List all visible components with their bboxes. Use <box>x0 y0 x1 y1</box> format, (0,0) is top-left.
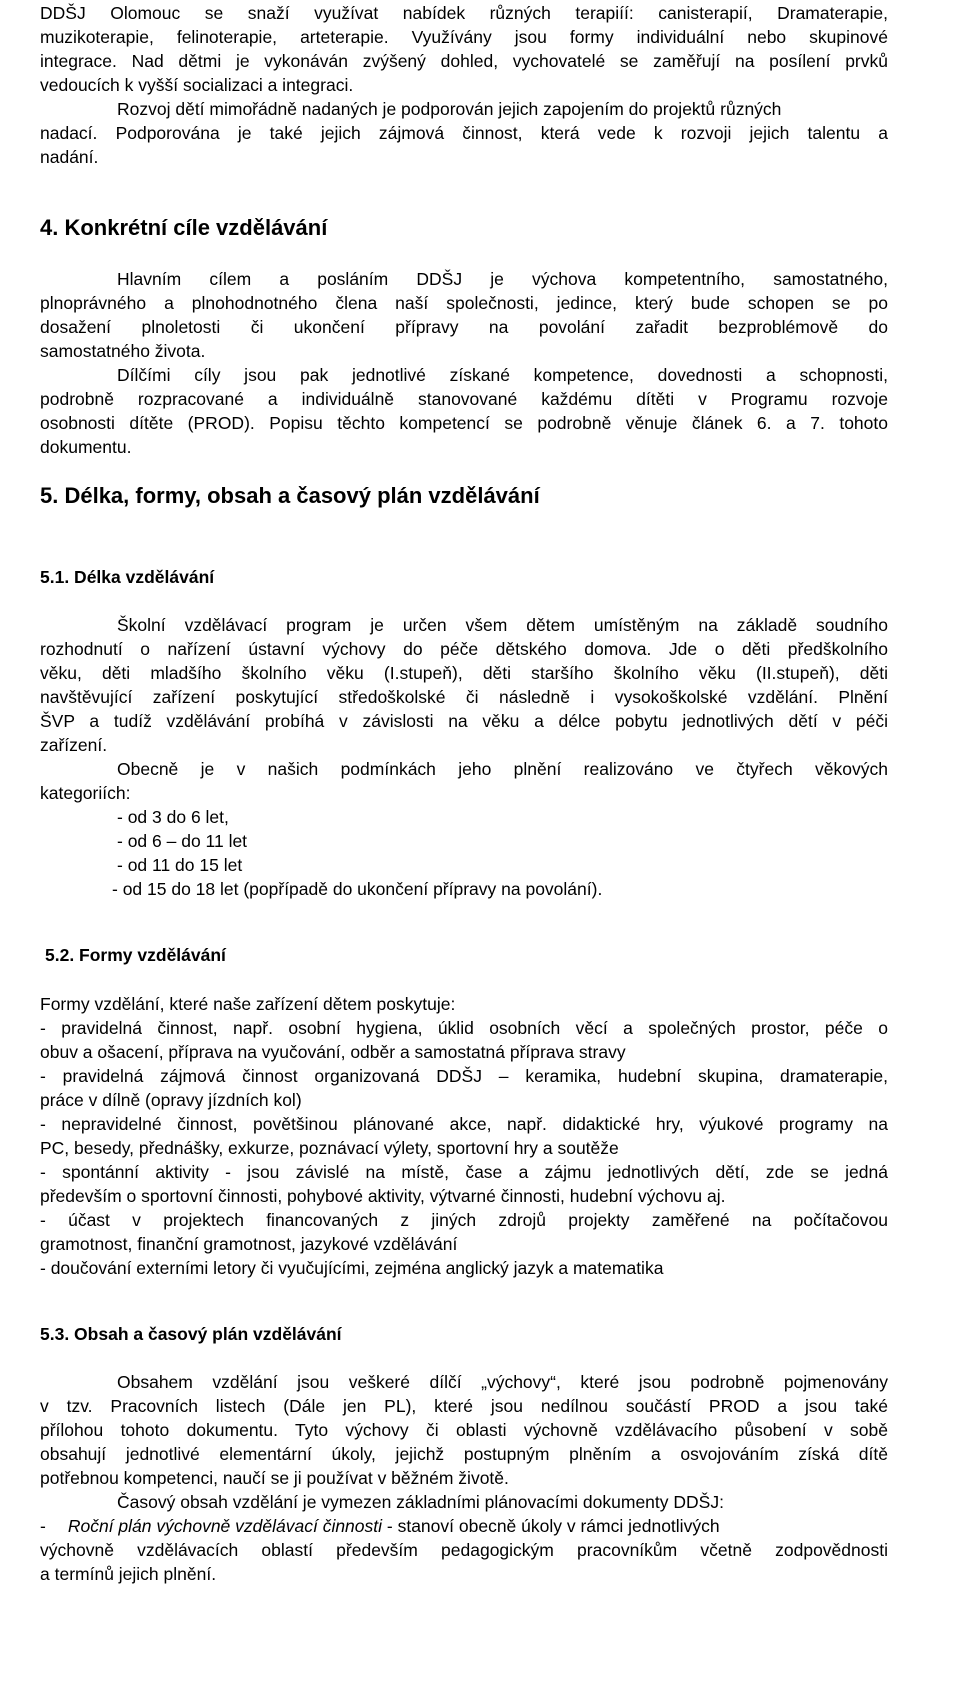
text-line: Obecně je v našich podmínkách jeho plnění realizováno ve čtyřech věkových <box>117 759 888 779</box>
list-item: - od 15 do 18 let (popřípadě do ukončení přípravy na povolání). <box>112 879 603 899</box>
text-line: dosažení plnoletosti či ukončení přípravy na povolání zařadit bezproblémově do <box>40 317 888 337</box>
text-line: nadací. Podporována je také jejich zájmová činnost, která vede k rozvoji jejich talentu a <box>40 123 888 143</box>
text-line: navštěvující zařízení poskytující středoškolské či následně i vysokoškolské vzdělání. Plnění <box>40 687 888 707</box>
text-line: - nepravidelné činnost, povětšinou plánované akce, např. didaktické hry, výukové programy na <box>40 1114 888 1134</box>
text-line: muzikoterapie, felinoterapie, arteterapie. Využívány jsou formy individuální nebo skupinové <box>40 27 888 47</box>
text-line: Hlavním cílem a posláním DDŠJ je výchova kompetentního, samostatného, <box>117 269 888 289</box>
plan-item-dash: - <box>40 1516 46 1536</box>
text-line: Časový obsah vzdělání je vymezen základními plánovacími dokumenty DDŠJ: <box>117 1492 724 1512</box>
text-line: - pravidelná zájmová činnost organizovaná DDŠJ – keramika, hudební skupina, dramaterapie, <box>40 1066 888 1086</box>
text-line: - doučování externími letory či vyučujícími, zejména anglický jazyk a matematika <box>40 1258 664 1278</box>
text-line: vedoucích k vyšší socializaci a integraci. <box>40 75 354 95</box>
list-item: - od 11 do 15 let <box>117 855 243 875</box>
text-line: zařízení. <box>40 735 108 755</box>
text-line: Obsahem vzdělání jsou veškeré dílčí „výchovy“, které jsou podrobně pojmenovány <box>117 1372 888 1392</box>
text-line: plnoprávného a plnohodnotného člena naší společnosti, jedince, který bude schopen se po <box>40 293 888 313</box>
text-line: integrace. Nad dětmi je vykonáván zvýšený dohled, vychovatelé se zaměřují na posílení prvků <box>40 51 888 71</box>
text-line: rozhodnutí o nařízení ústavní výchovy do péče dětského domova. Jde o děti předškolního <box>40 639 888 659</box>
text-line: přílohou tohoto dokumentu. Tyto výchovy či oblasti výchovně vzdělávacího působení v sobě <box>40 1420 888 1440</box>
text-line: a termínů jejich plnění. <box>40 1564 217 1584</box>
text-line: potřebnou kompetenci, naučí se ji používat v běžném životě. <box>40 1468 509 1488</box>
text-line: Dílčími cíly jsou pak jednotlivé získané kompetence, dovednosti a schopnosti, <box>117 365 888 385</box>
text-line: - účast v projektech financovaných z jiných zdrojů projekty zaměřené na počítačovou <box>40 1210 888 1230</box>
section-heading: 4. Konkrétní cíle vzdělávání <box>40 215 328 240</box>
plan-item-title: Roční plán výchovně vzdělávací činnosti <box>67 1516 383 1536</box>
subsection-heading: 5.1. Délka vzdělávání <box>40 567 215 587</box>
text-line: DDŠJ Olomouc se snaží využívat nabídek různých terapiíí: canisterapií, Dramaterapie, <box>40 3 888 23</box>
text-line: věku, děti mladšího školního věku (I.stupeň), děti staršího školního věku (II.stupeň), děti <box>40 663 888 683</box>
text-line: Formy vzdělání, které naše zařízení dětem poskytuje: <box>40 994 456 1014</box>
text-line: samostatného života. <box>40 341 206 361</box>
text-line: podrobně rozpracované a individuálně stanovované každému dítěti v Programu rozvoje <box>40 389 888 409</box>
section-heading: 5. Délka, formy, obsah a časový plán vzdělávání <box>40 483 540 508</box>
text-line: dokumentu. <box>40 437 132 457</box>
text-line: Rozvoj dětí mimořádně nadaných je podporován jejich zapojením do projektů různých <box>117 99 782 119</box>
text-line: obsahují jednotlivé elementární úkoly, jejichž postupným plněním a osvojováním získá dítě <box>40 1444 888 1464</box>
text-line: gramotnost, finanční gramotnost, jazykové vzdělávání <box>40 1234 458 1254</box>
text-line: kategoriích: <box>40 783 131 803</box>
text-line: ŠVP a tudíž vzdělávání probíhá v závislosti na věku a délce pobytu jednotlivých dětí v péči <box>40 711 888 731</box>
text-line: osobnosti dítěte (PROD). Popisu těchto kompetencí se podrobně věnuje článek 6. a 7. tohoto <box>40 413 888 433</box>
text-line: - pravidelná činnost, např. osobní hygiena, úklid osobních věcí a společných prostor, péče o <box>40 1018 888 1038</box>
subsection-heading: 5.2. Formy vzdělávání <box>45 945 226 965</box>
text-line: v tzv. Pracovních listech (Dále jen PL), které jsou nedílnou součástí PROD a jsou také <box>40 1396 888 1416</box>
text-line: nadání. <box>40 147 99 167</box>
plan-item-line <box>40 1514 888 1538</box>
list-item: - od 6 – do 11 let <box>117 831 248 851</box>
text-line: obuv a ošacení, příprava na vyučování, odběr a samostatná příprava stravy <box>40 1042 626 1062</box>
text-line: Školní vzdělávací program je určen všem dětem umístěným na základě soudního <box>117 615 888 635</box>
text-line: - spontánní aktivity - jsou závislé na místě, čase a zájmu jednotlivých dětí, zde se jedná <box>40 1162 888 1182</box>
subsection-heading: 5.3. Obsah a časový plán vzdělávání <box>40 1324 342 1344</box>
text-line: především o sportovní činnosti, pohybové aktivity, výtvarné činnosti, hudební výchovu aj. <box>40 1186 726 1206</box>
plan-item-text: - stanoví obecně úkoly v rámci jednotlivých <box>382 1516 720 1536</box>
text-line: PC, besedy, přednášky, exkurze, poznávací výlety, sportovní hry a soutěže <box>40 1138 619 1158</box>
list-item: - od 3 do 6 let, <box>117 807 229 827</box>
text-line: výchovně vzdělávacích oblastí především pedagogickým pracovníkům včetně zodpovědnosti <box>40 1540 888 1560</box>
text-line: práce v dílně (opravy jízdních kol) <box>40 1090 302 1110</box>
